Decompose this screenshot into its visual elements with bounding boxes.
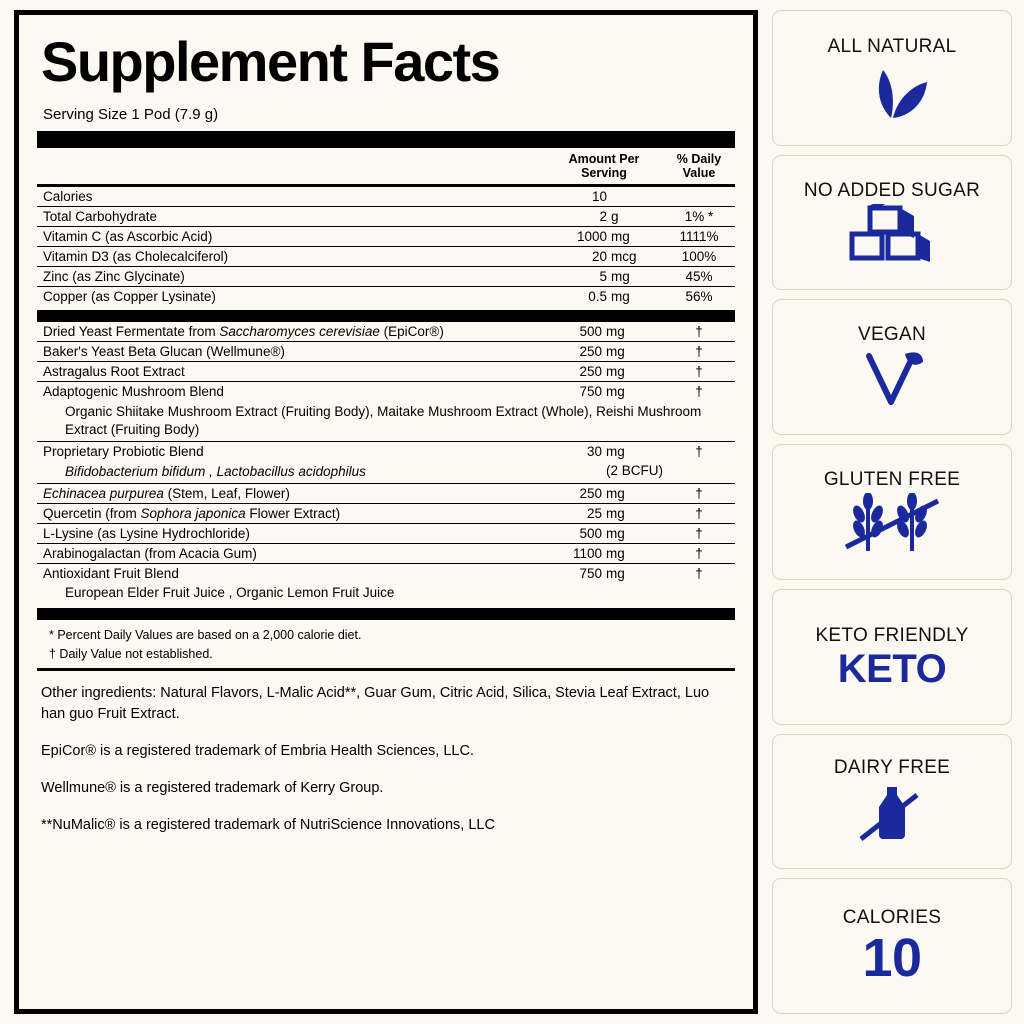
table-row: Arabinogalactan (from Acacia Gum) 1100 mg † [37,544,735,564]
badge-no-added-sugar [772,155,1012,291]
blend-table [37,322,735,605]
badge-label: KETO FRIENDLY [815,624,969,646]
badge-label: DAIRY FREE [833,757,951,779]
table-row: L-Lysine (as Lysine Hydrochloride) 500 mg † [37,524,735,544]
trademark-numalic: **NuMalic® is a registered trademark of NutriScience Innovations, LLC [41,816,495,833]
table-row: Vitamin C (as Ascorbic Acid) 1000 mg 1111% [37,226,735,246]
wheat-crossed-icon [838,493,946,555]
table-header [37,148,735,187]
badge-column [772,10,1012,1014]
badge-label: NO ADDED SUGAR [803,179,981,201]
badge-label: CALORIES [842,907,942,929]
other-ingredients: Other ingredients: Natural Flavors, L-Malic Acid**, Guar Gum, Citric Acid, Silica, Stevia Leaf Extract, Luo han guo Fruit Extract. [41,684,710,722]
table-row: Total Carbohydrate 2 g 1% * [37,206,735,226]
footnote-daily-value-basis: * Percent Daily Values are based on a 2,000 calorie diet. [49,628,362,643]
table-row: Vitamin D3 (as Cholecalciferol) 20 mcg 100% [37,246,735,266]
badge-vegan [772,299,1012,435]
table-row: Bifidobacterium bifidum , Lactobacillus acidophilus (2 BCFU) [37,461,735,484]
milk-bottle-crossed-icon [853,781,931,845]
vegan-v-icon [853,348,931,410]
other-ingredients-section [37,671,735,852]
keto-text-icon: KETO [837,646,947,691]
table-subrow: Organic Shiitake Mushroom Extract (Fruiting Body), Maitake Mushroom Extract (Whole), Reishi Mushroom Extract (Fruiting Body) [37,401,735,442]
table-row: Dried Yeast Fermentate from Saccharomyces cerevisiae (EpiCor®) 500 mg † [37,322,735,342]
badge-all-natural [772,10,1012,146]
divider-thick-middle [37,310,735,322]
badge-keto-friendly [772,589,1012,725]
badge-label: GLUTEN FREE [823,469,961,491]
table-subrow: European Elder Fruit Juice , Organic Lemon Fruit Juice [65,585,395,601]
table-row: Echinacea purpurea (Stem, Leaf, Flower) 250 mg † [37,484,735,504]
table-row: Copper (as Copper Lysinate) 0.5 mg 56% [43,288,713,304]
table-row: Proprietary Probiotic Blend 30 mg † [43,443,703,459]
trademark-epicor: EpiCor® is a registered trademark of Embria Health Sciences, LLC. [41,742,474,759]
footnote-dv-not-established: † Daily Value not established. [49,647,213,662]
badge-dairy-free [772,734,1012,870]
table-row: Baker's Yeast Beta Glucan (Wellmune®) 250 mg † [37,341,735,361]
supplement-facts-panel [14,10,758,1014]
table-row: Astragalus Root Extract 250 mg † [37,361,735,381]
badge-label: ALL NATURAL [827,35,957,57]
nutrient-table [37,187,735,306]
divider-thick-bottom [37,608,735,620]
badge-gluten-free [772,444,1012,580]
divider-thick-top [37,131,735,148]
sugar-cubes-icon [844,204,940,266]
leaf-icon [849,60,935,120]
header-daily-value: % Daily Value [676,151,722,181]
badge-calories [772,878,1012,1014]
table-row: Zinc (as Zinc Glycinate) 5 mg 45% [37,266,735,286]
trademark-wellmune: Wellmune® is a registered trademark of Kerry Group. [41,779,384,796]
page-title: Supplement Facts [41,30,500,93]
calorie-count-icon: 10 [862,928,922,989]
badge-label: VEGAN [857,324,927,346]
table-row: Calories 10 [37,187,735,207]
header-amount-per-serving: Amount Per Serving [568,151,640,181]
serving-size: Serving Size 1 Pod (7.9 g) [43,105,219,123]
table-row: Quercetin (from Sophora japonica Flower Extract) 25 mg † [37,504,735,524]
footnotes [37,620,735,671]
table-row: Antioxidant Fruit Blend 750 mg † [43,566,703,582]
table-row: Adaptogenic Mushroom Blend 750 mg † [43,383,703,399]
